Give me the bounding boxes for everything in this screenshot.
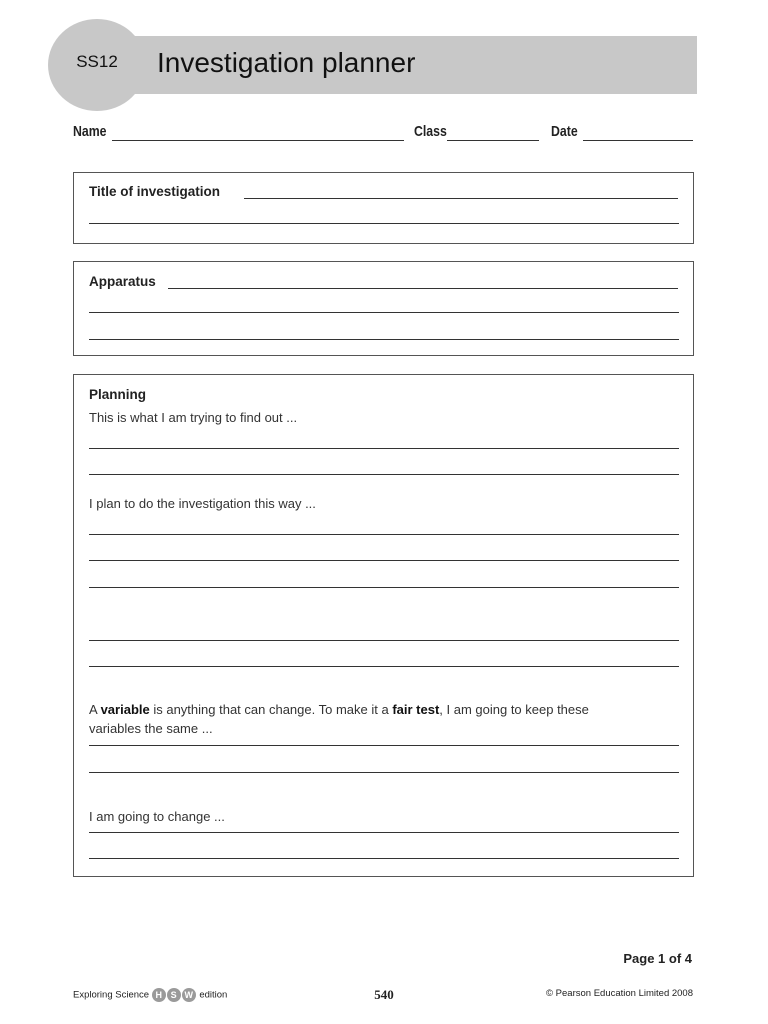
page-indicator: Page 1 of 4 [623,951,692,966]
plan-line-4[interactable] [89,640,679,641]
plan-line-2[interactable] [89,560,679,561]
prompt-change: I am going to change ... [89,809,225,824]
hsw-s-icon: S [167,988,181,1002]
class-label: Class [414,123,447,140]
hsw-w-icon: W [182,988,196,1002]
find-out-line-2[interactable] [89,474,679,475]
plan-line-3[interactable] [89,587,679,588]
apparatus-line-3[interactable] [89,339,679,340]
title-box [73,172,694,244]
variable-text-2: is anything that can change. To make it a [149,702,393,717]
prompt-variables [89,700,589,719]
same-line-2[interactable] [89,772,679,773]
prompt-variables-line2: variables the same ... [89,721,213,736]
hsw-h-icon: H [152,988,166,1002]
apparatus-box [73,261,694,356]
date-line[interactable] [583,140,693,141]
apparatus-box-label: Apparatus [89,274,156,289]
same-line-1[interactable] [89,745,679,746]
apparatus-line-2[interactable] [89,312,679,313]
title-line-2[interactable] [89,223,679,224]
variable-text-3: , I am going to keep these [439,702,589,717]
title-box-label: Title of investigation [89,184,221,199]
name-line[interactable] [112,140,404,141]
page-number: 540 [374,987,394,1002]
apparatus-line-1[interactable] [168,288,678,289]
change-line-2[interactable] [89,858,679,859]
change-line-1[interactable] [89,832,679,833]
series-prefix: Exploring Science [73,989,150,1001]
fair-test-term: fair test [392,702,440,717]
planning-box-label: Planning [89,387,146,402]
sheet-code: SS12 [76,52,118,71]
prompt-plan: I plan to do the investigation this way ... [89,496,316,511]
plan-line-5[interactable] [89,666,679,667]
title-line-1[interactable] [244,198,678,199]
prompt-find-out: This is what I am trying to find out ... [89,410,298,425]
class-line[interactable] [447,140,539,141]
copyright: © Pearson Education Limited 2008 [546,988,693,999]
planning-box [73,374,694,877]
find-out-line-1[interactable] [89,448,679,449]
name-label: Name [73,123,107,140]
date-label: Date [551,123,578,140]
series-suffix: edition [199,989,228,1001]
page-title: Investigation planner [157,47,416,78]
variable-text-1: A [89,702,101,717]
variable-term: variable [100,702,150,717]
plan-line-1[interactable] [89,534,679,535]
